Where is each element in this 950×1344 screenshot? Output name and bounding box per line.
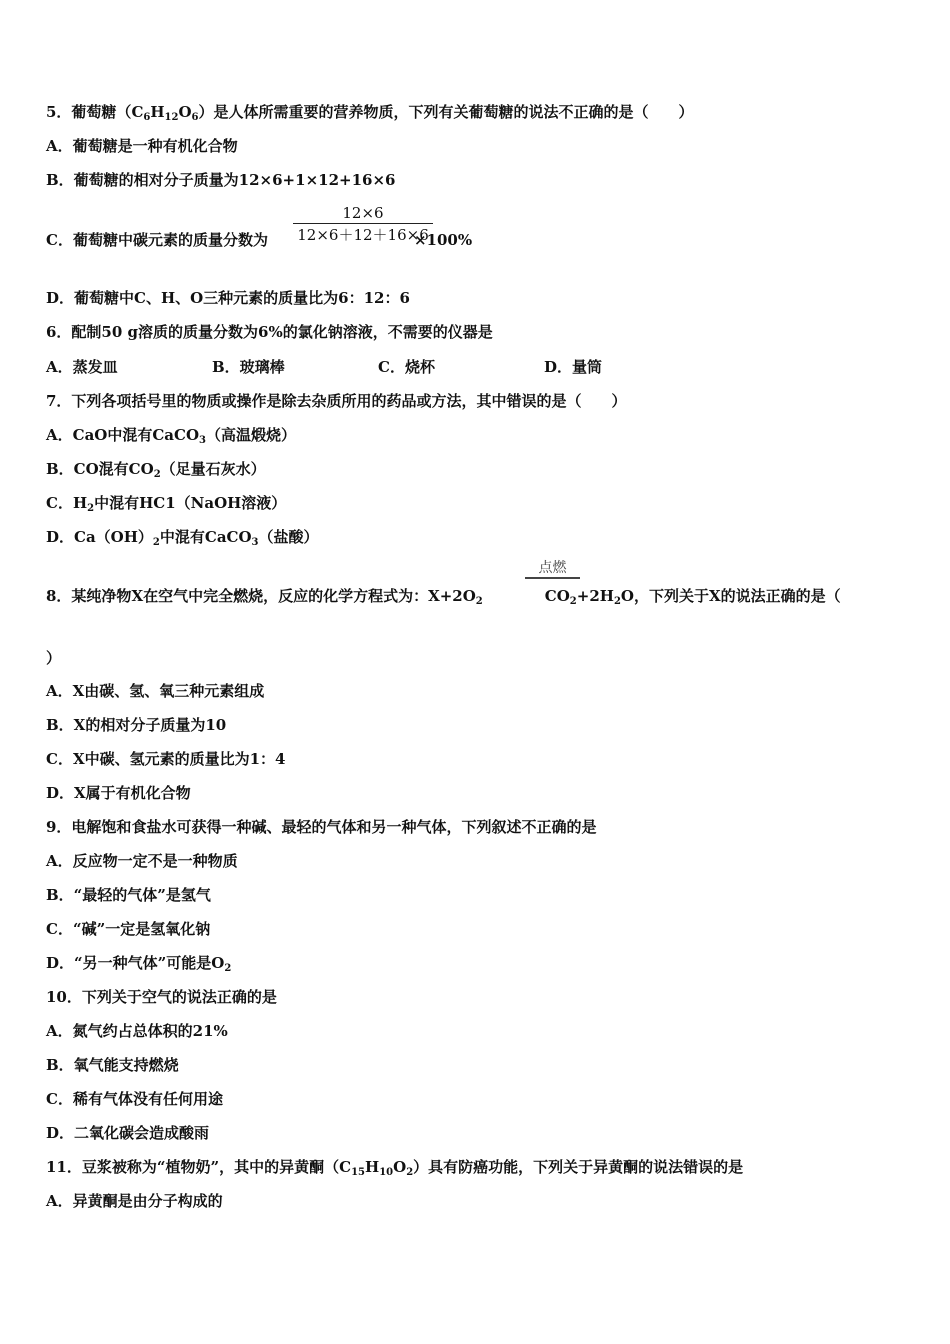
q7-option-d: D．$Ca(OH)_2$中混有CaCO$_3$（盐酸）	[46, 528, 319, 548]
q7-option-b: B．CO混有$CO_2$（足量石灰水）	[46, 460, 266, 480]
q5-option-a: A．葡萄糖是一种有机化合物	[46, 137, 238, 155]
q8-stem-close: ）	[46, 649, 62, 667]
q6-option-d: D．量筒	[544, 358, 603, 376]
q5-fraction	[293, 203, 433, 246]
q5-option-d: D．葡萄糖中C、H、O三种元素的质量比为6：12：6	[46, 289, 410, 307]
q9-stem: 9．电解饱和食盐水可获得一种碱、最轻的气体和另一种气体，下列叙述不正确的是	[46, 818, 597, 836]
q9-option-d: D．“另一种气体”可能是$O_2$	[46, 954, 232, 974]
q10-option-c: C．稀有气体没有任何用途	[46, 1090, 223, 1108]
q7-option-c: C．$H_2$中混有HC1（NaOH溶液）	[46, 494, 287, 514]
q10-option-a: A．氮气约占总体积的21%	[46, 1022, 228, 1040]
q8-option-a: A．X由碳、氢、氧三种元素组成	[46, 682, 265, 700]
q11-option-a: A．异黄酮是由分子构成的	[46, 1192, 223, 1210]
q10-option-b: B．氧气能支持燃烧	[46, 1056, 179, 1074]
q8-stem: 8．某纯净物X在空气中完全燃烧，反应的化学方程式为：$X+2O_2$ $CO_2+2H_2O$，下列关于X的说法正确的是（	[46, 587, 841, 607]
q5-option-b: B．葡萄糖的相对分子质量为12×6+1×12+16×6	[46, 171, 396, 189]
fraction-numerator: 12×6	[293, 203, 433, 224]
q9-option-b: B．“最轻的气体”是氢气	[46, 886, 211, 904]
q6-option-a: A．蒸发皿	[46, 358, 118, 376]
q8-option-c: C．X中碳、氢元素的质量比为1：4	[46, 750, 286, 768]
q6-option-b: B．玻璃棒	[212, 358, 285, 376]
q5-option-c: C．葡萄糖中碳元素的质量分数为 ×100%	[46, 231, 473, 249]
q7-stem: 7．下列各项括号里的物质或操作是除去杂质所用的药品或方法，其中错误的是（ ）	[46, 392, 627, 410]
q6-option-c: C．烧杯	[378, 358, 435, 376]
q8-option-d: D．X属于有机化合物	[46, 784, 191, 802]
fraction-denominator: 12×6＋12＋16×6	[297, 226, 429, 244]
q8-option-b: B．X的相对分子质量为10	[46, 716, 227, 734]
q5-stem: 5．葡萄糖$(C_6H_{12}O_6)$是人体所需重要的营养物质，下列有关葡萄糖的说法不正确的是（ ）	[46, 103, 694, 123]
q10-stem: 10．下列关于空气的说法正确的是	[46, 988, 277, 1006]
q9-option-a: A．反应物一定不是一种物质	[46, 852, 238, 870]
q11-stem: 11．豆浆被称为“植物奶”，其中的异黄酮$(C_{15}H_{10}O_2)$具有防癌功能，下列关于异黄酮的说法错误的是	[46, 1158, 744, 1178]
q7-option-a: A．CaO中混有CaCO$_3$（高温煅烧）	[46, 426, 297, 446]
q9-option-c: C．“碱”一定是氢氧化钠	[46, 920, 211, 938]
q6-options	[46, 357, 710, 377]
q10-option-d: D．二氧化碳会造成酸雨	[46, 1124, 210, 1142]
reaction-condition: 点燃	[525, 559, 580, 579]
q6-stem: 6．配制50 g溶质的质量分数为6%的氯化钠溶液，不需要的仪器是	[46, 323, 493, 341]
